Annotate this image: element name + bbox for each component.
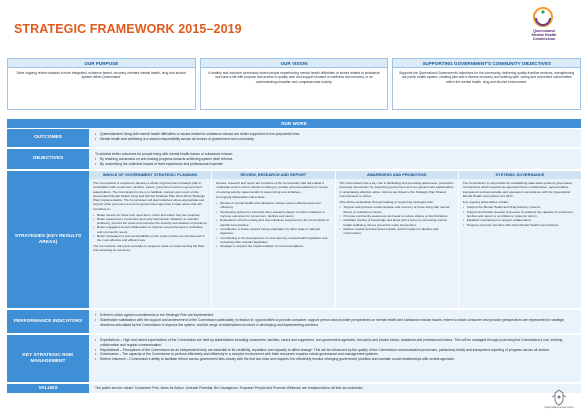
logo-line-2: Mental Health	[531, 33, 557, 37]
risk-item: • Expectations – High and varied expectations of the Commission are held by stakeholders including consumers, families, carers and supporters, non-government agencies, the public and private sector, academia and professional bodies. This will be managed through promoting the Commission's role, seeking collaboration and regular communication.	[95, 338, 575, 348]
strategy-outro: The Commission will report annually on progress made on implementing the Plan and achieving its outcomes.	[93, 244, 205, 253]
purpose-row	[7, 58, 581, 110]
objectives-support-heading: SUPPORTING GOVERNMENT'S COMMUNITY OBJECTIVES	[393, 59, 580, 68]
strategy-sub: Key ongoing deliverables include:	[462, 199, 509, 204]
objectives-row	[7, 149, 581, 170]
strategies-label: STRATEGIES (KEY RESULTS AREAS)	[7, 171, 89, 309]
strategy-item: • Support and further develop processes to enhance the capacity of consumers, families and carers to contribute to systemic reform.	[463, 210, 577, 219]
strategy-intro: The Commission is responsible for establishing state-wide systemic governance mechanisms which supports an approach that is collaborative, representative, transparent and accountable and operates in accordance with the Queensland Mental Health Commission Act 2013.	[462, 181, 573, 198]
strategy-item: • Support the Mental Health and Drug Advisory Council.	[463, 205, 577, 209]
vision-box	[200, 58, 389, 110]
performance-label: PERFORMANCE INDICATORS	[7, 310, 89, 334]
outcomes-label: OUTCOMES	[7, 129, 89, 148]
strategy-intro: The Commission has a key role in facilitating and promoting awareness, prevention and early intervention by supporting government and non-government stakeholders in undertaking effective action. Actions are linked to the Strategic Plan Shared Commitments to Action.	[339, 181, 454, 198]
strategy-item: • Establish mechanisms to support collaboration.	[463, 218, 577, 222]
strategy-item: • Reduce suicide and attempted suicide, and its impact on families and communities.	[340, 227, 454, 236]
strategy-column-review	[212, 171, 334, 309]
objective-item: • By reaching consensus on and making progress towards achieving system wide reforms	[95, 157, 575, 162]
logo-line-3: Commission	[532, 37, 556, 41]
objectives-label: OBJECTIVES	[7, 149, 89, 170]
strategy-column-governance	[459, 171, 581, 309]
values-row	[7, 384, 581, 394]
outcomes-content	[89, 129, 581, 148]
strategy-sub: Its ongoing deliverables will include:	[216, 195, 266, 200]
strategy-item: • Better engagement and collaboration to improve responsiveness to individual and community needs	[93, 225, 207, 234]
strategy-item: • Contribution to those reviews being undertaken by other state or national agencies;	[216, 227, 330, 236]
our-work-banner: OUR WORK	[7, 119, 581, 128]
page-title: STRATEGIC FRAMEWORK 2015–2019	[14, 22, 242, 36]
performance-content	[89, 310, 581, 334]
strategy-item: • Review of mental health and substance misuse system effectiveness and efficiency	[216, 201, 330, 210]
purpose-box	[7, 58, 196, 110]
risk-label: KEY STRATEGIC RISK MANAGEMENT	[7, 335, 89, 383]
strategies-row	[7, 171, 581, 309]
values-content: The public service values 'Customers First, Ideas for Action, Unleash Potential, Be Courageous, Empower People and Promote Wellness' are fundamental to all that we undertake.	[89, 384, 581, 394]
outcomes-row	[7, 129, 581, 148]
queensland-crest	[544, 388, 574, 412]
objectives-support-text: Supports the Queensland Government's objectives for the community, delivering quality frontline services, strengthening our public health system, creating jobs and a diverse economy and building safe, caring and connected communities within the mental health, drug and alcohol environment.	[399, 71, 575, 84]
strategy-item: • Contributing to the development of contemporary mental health legislation and reviewing other relevant legislation	[216, 236, 330, 245]
objectives-content	[89, 149, 581, 170]
strategy-item: • Facilitate sharing of knowledge and ideas with a focus on promoting mental health wellbeing, illness prevention early intervention.	[340, 218, 454, 227]
risk-item: • Reform influence – Commission's ability to facilitate reform across government falls closely with the first two risks and requires it to effectively monitor changing government priorities and maintain sound relationships with central agencies.	[95, 357, 575, 362]
performance-row	[7, 310, 581, 334]
strategy-item: • Progress common priorities with other Mental Health Commissions.	[463, 223, 577, 227]
strategy-item: • Promote community awareness and seek to reduce stigma or discrimination.	[340, 214, 454, 218]
vision-heading: OUR VISION	[201, 59, 388, 68]
strategy-item: • Developing options for informed other research papers to inform initiatives to improve outcomes for consumers, families and carers;	[216, 210, 330, 219]
strategy-column-planning	[89, 171, 211, 309]
logo-line-1: Queensland	[533, 29, 555, 33]
strategy-intro: The Commission is required to develop a whole of government strategic plan in consultation with consumers, families, carers, government and non-government stakeholders. The Commission's role is to facilitate, support and report on the Queensland Mental Health, Drug and Alcohol Strategic Plan 2014-2019 (Strategic Plan) implementation. The Commission will lead initiatives where appropriate and support other government and non-government agencies to take action that will contribute to:	[93, 181, 205, 211]
risk-row	[7, 335, 581, 383]
strategy-heading: WHOLE OF GOVERNMENT STRATEGIC PLANNING	[89, 171, 211, 179]
risk-content	[89, 335, 581, 383]
strategy-column-awareness	[336, 171, 458, 309]
strategy-item: • Better assessment, prevention and early intervention initiatives to maintain wellbeing, prevent the onset and minimise the severity and duration of problems;	[93, 217, 207, 226]
strategy-item: • Better transparency and accountability so the system works as intended and in the most effective and efficient way.	[93, 234, 207, 243]
strategy-intro: Review, research and report are functions of the Commission that will enable it undertake work to inform decision-making or provide recommendations on review of existing activity valued and/or in determining new initiatives.	[216, 181, 328, 194]
values-label: VALUES	[7, 384, 89, 394]
outcome-item: • Mental health and wellbeing is a shared responsibility across all sectors of government and community.	[95, 137, 575, 142]
strategy-item: • Better access for those who need them, when and where they are required;	[93, 213, 207, 217]
commission-logo	[514, 6, 574, 50]
objectives-support-box	[392, 58, 581, 110]
objective-item: • By maximising the collective impact of lived experience and professional expertise	[95, 162, 575, 167]
vision-text: A healthy and inclusive community where people experiencing mental health difficulties or issues related to substance use have a life with purpose and access to quality care and support focused on wellness and recovery, in an understanding empathic and compassionate society.	[208, 71, 380, 84]
strategy-item: • Evaluations of both existing and new initiatives supported by the Commission to identify best practice.	[216, 218, 330, 227]
strategy-sub: This will be undertaken through leading or supporting strategies that:	[339, 199, 434, 204]
performance-item: • Stakeholder satisfaction with the support and achievement of the Commission particularly in relation to: opportunities to provide consumer, support person and provider perspectives on mental health and substance misuse issues; extent to which consumer and provider perspectives are represented in strategic directions articulated by the Commission to improve the system; and the range of stakeholders involved in developing and implementing solutions	[95, 318, 575, 328]
risk-item: • Reputational – Perceptions of the Commission as an independent body are essential to its credibility, reputation and capacity to affect change. This will be influenced by the quality of the Commission communication processes, particularly timely and transparent reporting of progress across all sectors.	[95, 348, 575, 353]
strategy-heading: AWARENESS AND PROMOTION	[336, 171, 458, 179]
objectives-lead: To achieve better outcomes for people living with mental health issues or substance misuse:	[95, 152, 233, 156]
strategy-item: • Support and promote social inclusion and recovery of those living with mental illness or substance misuse.	[340, 205, 454, 214]
performance-item: • Extent to which agreed commitments in the Strategic Plan are implemented.	[95, 313, 575, 318]
circle-logo-icon	[532, 6, 554, 28]
strategies-columns	[89, 171, 581, 309]
outcome-item: • Queenslanders living with mental health difficulties or issues related to substance misuse are better supported to live purposeful lives.	[95, 132, 575, 137]
purpose-heading: OUR PURPOSE	[8, 59, 195, 68]
strategy-item: • Strategic to support the implementation of recommendations.	[216, 244, 330, 248]
strategy-heading: SYSTEMIC GOVERNANCE	[459, 171, 581, 179]
strategy-heading: REVIEW, RESEARCH AND REPORT	[212, 171, 334, 179]
crest-caption: Queensland Government	[544, 406, 574, 409]
risk-item: • Governance – The capacity of the Commission to perform effectively and efficiently in a complex environment with finite resources requires robust governance and management systems.	[95, 352, 575, 357]
purpose-text: Drive ongoing reform towards a more integrated, evidence-based, recovery-oriented mental health, drug and alcohol system within Queensland.	[16, 71, 187, 80]
